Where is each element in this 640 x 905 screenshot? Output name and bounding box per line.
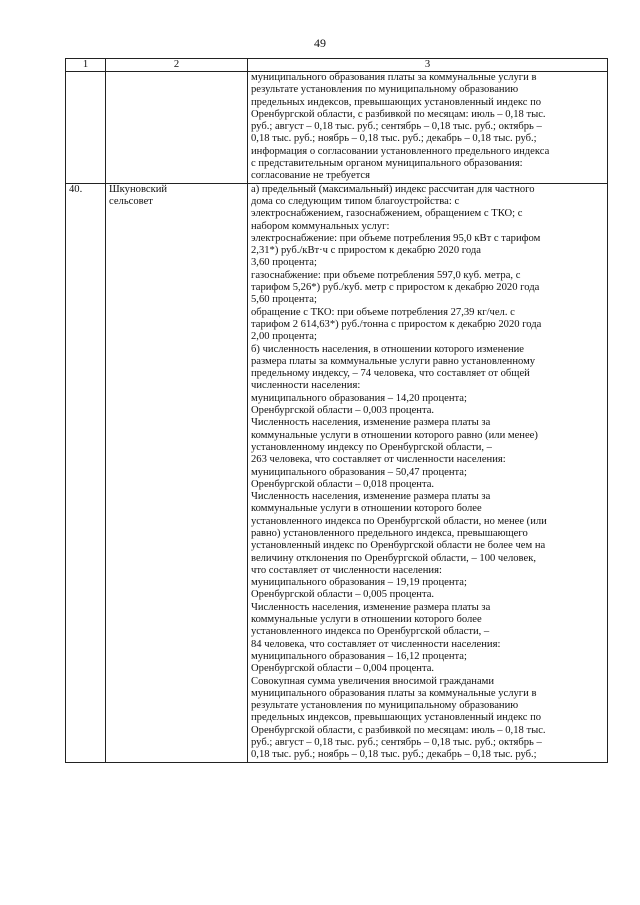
description-line: установленный индекс по Оренбургской области не более чем на [251, 540, 546, 552]
description-line: Оренбургской области – 0,003 процента. [251, 405, 435, 417]
document-table [65, 58, 608, 763]
description-line: предельных индексов, превышающих установленный индекс по [251, 712, 542, 724]
description-line: Оренбургской области, с разбивкой по месяцам: июль – 0,18 тыс. [251, 724, 546, 736]
description-line: установленного индекса по Оренбургской области, но менее (или [251, 515, 547, 527]
table-row [66, 72, 608, 184]
description-line: согласование не требуется [251, 170, 371, 182]
description-line: муниципального образования – 19,19 процента; [251, 577, 467, 589]
description-line: муниципального образования – 16,12 процента; [251, 650, 467, 662]
description-line: электроснабжение: при объеме потребления 95,0 кВт с тарифом [251, 232, 541, 244]
description-line: Численность населения, изменение размера платы за [251, 601, 491, 613]
description-line: 84 человека, что составляет от численности населения: [251, 638, 501, 650]
description-line: муниципального образования платы за коммунальные услуги в [251, 72, 537, 83]
description-line: Совокупная сумма увеличения вносимой гражданами [251, 675, 495, 687]
column-header-1: 1 [66, 59, 106, 72]
table-header-row [66, 59, 608, 72]
description-line: электроснабжением, газоснабжением, обращением с ТКО; с [251, 208, 523, 220]
description-line: газоснабжение: при объеме потребления 597,0 куб. метра, с [251, 269, 521, 281]
page-number: 49 [314, 36, 326, 50]
municipality-name [106, 183, 248, 762]
description-line: 2,31*) руб./кВт·ч с приростом к декабрю 2020 года [251, 245, 481, 257]
description-line: 2,00 процента; [251, 331, 317, 343]
description-line: коммунальные услуги в отношении которого более [251, 503, 482, 515]
row-number [66, 72, 106, 184]
description-line: величину отклонения по Оренбургской области, – 100 человек, [251, 552, 536, 564]
description-line: а) предельный (максимальный) индекс рассчитан для частного [251, 183, 535, 195]
description-line: муниципального образования – 14,20 процента; [251, 392, 467, 404]
description-line: б) численность населения, в отношении которого изменение [251, 343, 524, 355]
description-line: размера платы за коммунальные услуги равно установленному [251, 355, 536, 367]
description-line: 263 человека, что составляет от численности населения: [251, 454, 506, 466]
municipality-name [106, 72, 248, 184]
description-line: тарифом 2 614,63*) руб./тонна с приростом к декабрю 2020 года [251, 318, 542, 330]
description-line: Оренбургской области – 0,005 процента. [251, 589, 435, 601]
description-line: 0,18 тыс. руб.; ноябрь – 0,18 тыс. руб.; декабрь – 0,18 тыс. руб.; [251, 133, 537, 145]
description-line: результате установления по муниципальному образованию [251, 700, 519, 712]
description-line: численности населения: [251, 380, 361, 392]
description-line: коммунальные услуги в отношении которого более [251, 614, 482, 626]
table-body [66, 72, 608, 763]
description-line: предельных индексов, превышающих установленный индекс по [251, 96, 542, 108]
description-line: руб.; август – 0,18 тыс. руб.; сентябрь – 0,18 тыс. руб.; октябрь – [251, 737, 542, 749]
description-line: предельному индексу, – 74 человека, что составляет от общей [251, 368, 530, 380]
municipality-name-line: сельсовет [109, 195, 153, 207]
column-header-3: 3 [248, 59, 608, 72]
description-line: муниципального образования – 50,47 процента; [251, 466, 467, 478]
description-line: установленному индексу по Оренбургской области, – [251, 441, 492, 453]
description-line: что составляет от численности населения: [251, 564, 442, 576]
row-description [248, 183, 608, 762]
description-line: 3,60 процента; [251, 257, 317, 269]
column-header-2: 2 [106, 59, 248, 72]
description-line: 5,60 процента; [251, 294, 317, 306]
row-description [248, 72, 608, 184]
description-line: установленного индекса по Оренбургской области, – [251, 626, 490, 638]
description-line: дома со следующим типом благоустройства: с [251, 195, 460, 207]
description-line: тарифом 5,26*) руб./куб. метр с приростом к декабрю 2020 года [251, 282, 540, 294]
description-line: Оренбургской области – 0,018 процента. [251, 478, 435, 490]
municipality-name-line: Шкуновский [109, 183, 168, 195]
description-line: Оренбургской области – 0,004 процента. [251, 663, 435, 675]
description-line: обращение с ТКО: при объеме потребления 27,39 кг/чел. с [251, 306, 515, 318]
description-line: Численность населения, изменение размера платы за [251, 417, 491, 429]
description-line: Численность населения, изменение размера платы за [251, 491, 491, 503]
description-line: Оренбургской области, с разбивкой по месяцам: июль – 0,18 тыс. [251, 108, 546, 120]
description-line: набором коммунальных услуг: [251, 220, 390, 232]
description-line: с представительным органом муниципального образования: [251, 158, 523, 170]
row-number: 40. [66, 183, 106, 762]
table-row [66, 183, 608, 762]
description-line: результате установления по муниципальному образованию [251, 84, 519, 96]
description-line: руб.; август – 0,18 тыс. руб.; сентябрь – 0,18 тыс. руб.; октябрь – [251, 121, 542, 133]
description-line: коммунальные услуги в отношении которого равно (или менее) [251, 429, 538, 441]
description-line: информация о согласовании установленного предельного индекса [251, 145, 550, 157]
description-line: муниципального образования платы за коммунальные услуги в [251, 687, 537, 699]
description-line: 0,18 тыс. руб.; ноябрь – 0,18 тыс. руб.; декабрь – 0,18 тыс. руб.; [251, 749, 537, 761]
description-line: равно) установленного предельного индекса, превышающего [251, 527, 528, 539]
